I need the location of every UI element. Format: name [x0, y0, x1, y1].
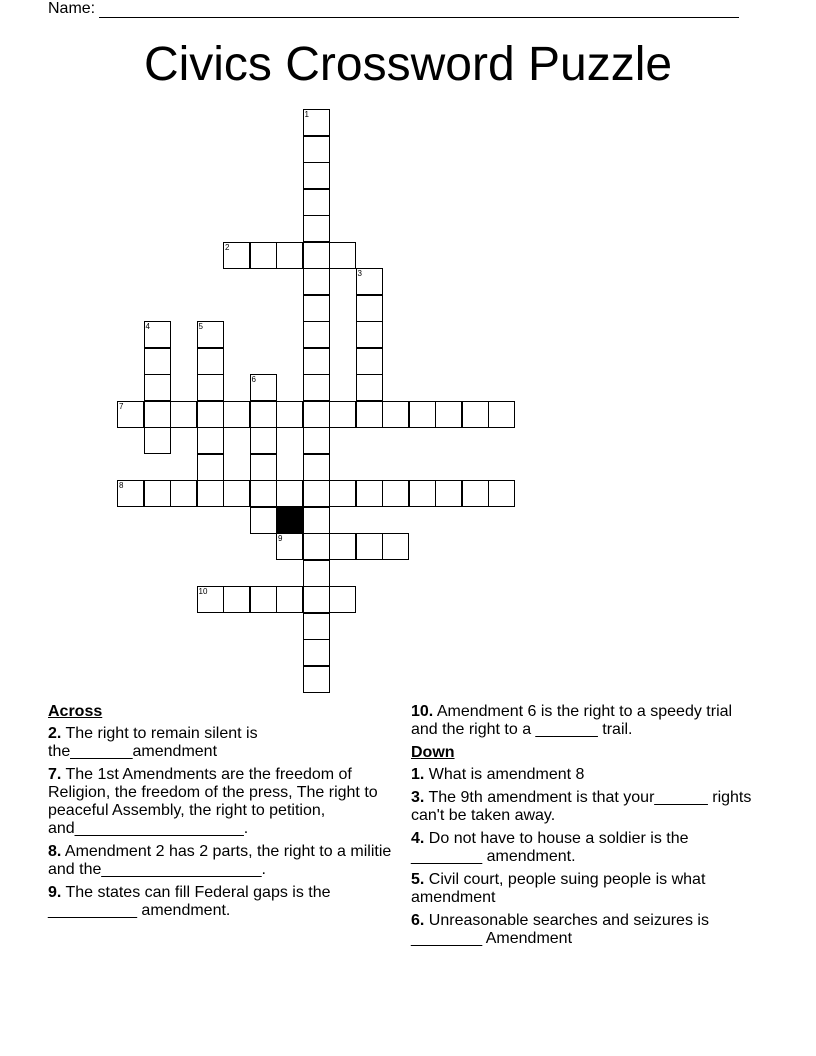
crossword-cell[interactable]: [382, 480, 409, 507]
crossword-cell[interactable]: [197, 480, 224, 507]
clue-number: 5.: [411, 871, 425, 888]
crossword-cell[interactable]: [197, 427, 224, 454]
crossword-cell[interactable]: [144, 348, 171, 375]
clue-down-3: [411, 789, 761, 825]
crossword-cell[interactable]: [250, 586, 277, 613]
crossword-cell[interactable]: [223, 586, 250, 613]
crossword-cell[interactable]: [250, 374, 277, 401]
crossword-cell[interactable]: [356, 321, 383, 348]
crossword-cell[interactable]: [303, 507, 330, 534]
crossword-cell[interactable]: [144, 401, 171, 428]
crossword-cell[interactable]: [144, 321, 171, 348]
crossword-cell[interactable]: [250, 480, 277, 507]
clue-down-5: [411, 871, 761, 907]
crossword-cell[interactable]: [197, 586, 224, 613]
crossword-cell[interactable]: [488, 401, 515, 428]
crossword-cell[interactable]: [356, 348, 383, 375]
crossword-cell[interactable]: [409, 480, 436, 507]
clue-text: The right to remain silent is the_______amendment: [48, 725, 258, 760]
clue-number: 10.: [411, 703, 434, 720]
crossword-cell[interactable]: [303, 560, 330, 587]
crossword-cell[interactable]: [276, 480, 303, 507]
crossword-cell[interactable]: [303, 401, 330, 428]
crossword-cell[interactable]: [276, 401, 303, 428]
clue-number: 4.: [411, 830, 425, 847]
clue-number: 8.: [48, 843, 62, 860]
crossword-cell[interactable]: [303, 613, 330, 640]
crossword-cell[interactable]: [276, 586, 303, 613]
crossword-cell[interactable]: [303, 268, 330, 295]
crossword-cell[interactable]: [462, 480, 489, 507]
clue-text: The states can fill Federal gaps is the __________ amendment.: [48, 884, 331, 919]
clue-text: Do not have to house a soldier is the ________ amendment.: [411, 830, 689, 865]
crossword-cell[interactable]: [356, 374, 383, 401]
clue-text: The 9th amendment is that your______ rights can't be taken away.: [411, 789, 752, 824]
crossword-cell[interactable]: [223, 242, 250, 269]
crossword-cell[interactable]: [197, 454, 224, 481]
crossword-cell[interactable]: [303, 321, 330, 348]
crossword-cell[interactable]: [276, 242, 303, 269]
crossword-cell[interactable]: [303, 295, 330, 322]
crossword-cell[interactable]: [197, 401, 224, 428]
across-heading: Across: [48, 703, 103, 720]
clue-number: 6.: [411, 912, 425, 929]
clue-text: Unreasonable searches and seizures is ________ Amendment: [411, 912, 709, 947]
crossword-cell[interactable]: [303, 242, 330, 269]
crossword-cell[interactable]: [303, 136, 330, 163]
crossword-cell[interactable]: [356, 268, 383, 295]
crossword-cell[interactable]: [303, 162, 330, 189]
crossword-cell[interactable]: [303, 480, 330, 507]
clues-left-column: [48, 703, 398, 925]
crossword-cell[interactable]: [303, 639, 330, 666]
crossword-cell[interactable]: [144, 374, 171, 401]
crossword-cell[interactable]: [303, 215, 330, 242]
crossword-cell[interactable]: [356, 480, 383, 507]
clue-down-4: [411, 830, 761, 866]
crossword-cell[interactable]: [329, 533, 356, 560]
crossword-cell[interactable]: [144, 427, 171, 454]
clue-number: 2.: [48, 725, 62, 742]
clue-number: 9.: [48, 884, 62, 901]
crossword-cell[interactable]: [170, 480, 197, 507]
crossword-cell[interactable]: [223, 480, 250, 507]
crossword-cell[interactable]: [435, 401, 462, 428]
clue-number-label: 8: [119, 481, 124, 490]
crossword-cell[interactable]: [303, 533, 330, 560]
clue-down-1: [411, 766, 761, 784]
clue-text: Amendment 6 is the right to a speedy trial and the right to a _______ trail.: [411, 703, 733, 738]
crossword-cell[interactable]: [329, 401, 356, 428]
clue-across-2: [48, 725, 398, 761]
crossword-cell[interactable]: [223, 401, 250, 428]
clue-text: What is amendment 8: [428, 766, 585, 783]
crossword-cell[interactable]: [117, 401, 144, 428]
clues-right-column: [411, 703, 761, 953]
crossword-cell[interactable]: [356, 401, 383, 428]
clue-down-6: [411, 912, 761, 948]
black-cell: [276, 507, 303, 534]
clue-number-label: 3: [357, 269, 362, 278]
clue-number-label: 1: [304, 110, 309, 119]
name-blank-line[interactable]: [99, 3, 739, 18]
clue-across-9: [48, 884, 398, 920]
name-label: Name:: [48, 0, 96, 17]
clue-number-label: 10: [198, 587, 208, 596]
clue-across-8: [48, 843, 398, 879]
crossword-cell[interactable]: [303, 189, 330, 216]
clue-number-label: 6: [251, 375, 256, 384]
crossword-cell[interactable]: [356, 533, 383, 560]
crossword-cell[interactable]: [303, 427, 330, 454]
crossword-cell[interactable]: [382, 533, 409, 560]
crossword-cell[interactable]: [303, 109, 330, 136]
crossword-cell[interactable]: [197, 321, 224, 348]
crossword-cell[interactable]: [250, 507, 277, 534]
crossword-cell[interactable]: [382, 401, 409, 428]
down-heading: Down: [411, 744, 455, 761]
crossword-cell[interactable]: [329, 242, 356, 269]
clue-text: Amendment 2 has 2 parts, the right to a militie and the__________________.: [48, 843, 392, 878]
crossword-cell[interactable]: [303, 454, 330, 481]
crossword-cell[interactable]: [197, 348, 224, 375]
crossword-cell[interactable]: [303, 666, 330, 693]
crossword-cell[interactable]: [250, 454, 277, 481]
crossword-cell[interactable]: [276, 533, 303, 560]
crossword-cell[interactable]: [462, 401, 489, 428]
clue-across-7: [48, 766, 398, 838]
crossword-cell[interactable]: [303, 586, 330, 613]
clue-number: 3.: [411, 789, 425, 806]
clue-number: 1.: [411, 766, 425, 783]
clue-number: 7.: [48, 766, 62, 783]
crossword-cell[interactable]: [356, 295, 383, 322]
crossword-cell[interactable]: [117, 480, 144, 507]
crossword-cell[interactable]: [197, 374, 224, 401]
name-field: [48, 0, 739, 18]
clue-text: The 1st Amendments are the freedom of Religion, the freedom of the press, The right to peaceful Assembly, the right to petition, and___________________.: [48, 766, 378, 837]
crossword-cell[interactable]: [303, 348, 330, 375]
clue-number-label: 2: [225, 242, 230, 252]
crossword-cell[interactable]: [250, 401, 277, 428]
clue-number-label: 5: [198, 322, 203, 331]
crossword-cell[interactable]: [488, 480, 515, 507]
page-title: Civics Crossword Puzzle: [143, 38, 673, 91]
crossword-cell[interactable]: [409, 401, 436, 428]
clue-across-10: [411, 703, 761, 739]
crossword-cell[interactable]: [170, 401, 197, 428]
crossword-cell[interactable]: [303, 374, 330, 401]
clue-text: Civil court, people suing people is what amendment: [411, 871, 706, 906]
crossword-cell[interactable]: [250, 427, 277, 454]
crossword-cell[interactable]: [329, 586, 356, 613]
crossword-cell[interactable]: [329, 480, 356, 507]
crossword-cell[interactable]: [144, 480, 171, 507]
clue-number-label: 7: [119, 401, 124, 411]
crossword-cell[interactable]: [250, 242, 277, 269]
clue-number-label: 4: [145, 322, 150, 331]
crossword-cell[interactable]: [435, 480, 462, 507]
clue-number-label: 9: [278, 534, 283, 543]
